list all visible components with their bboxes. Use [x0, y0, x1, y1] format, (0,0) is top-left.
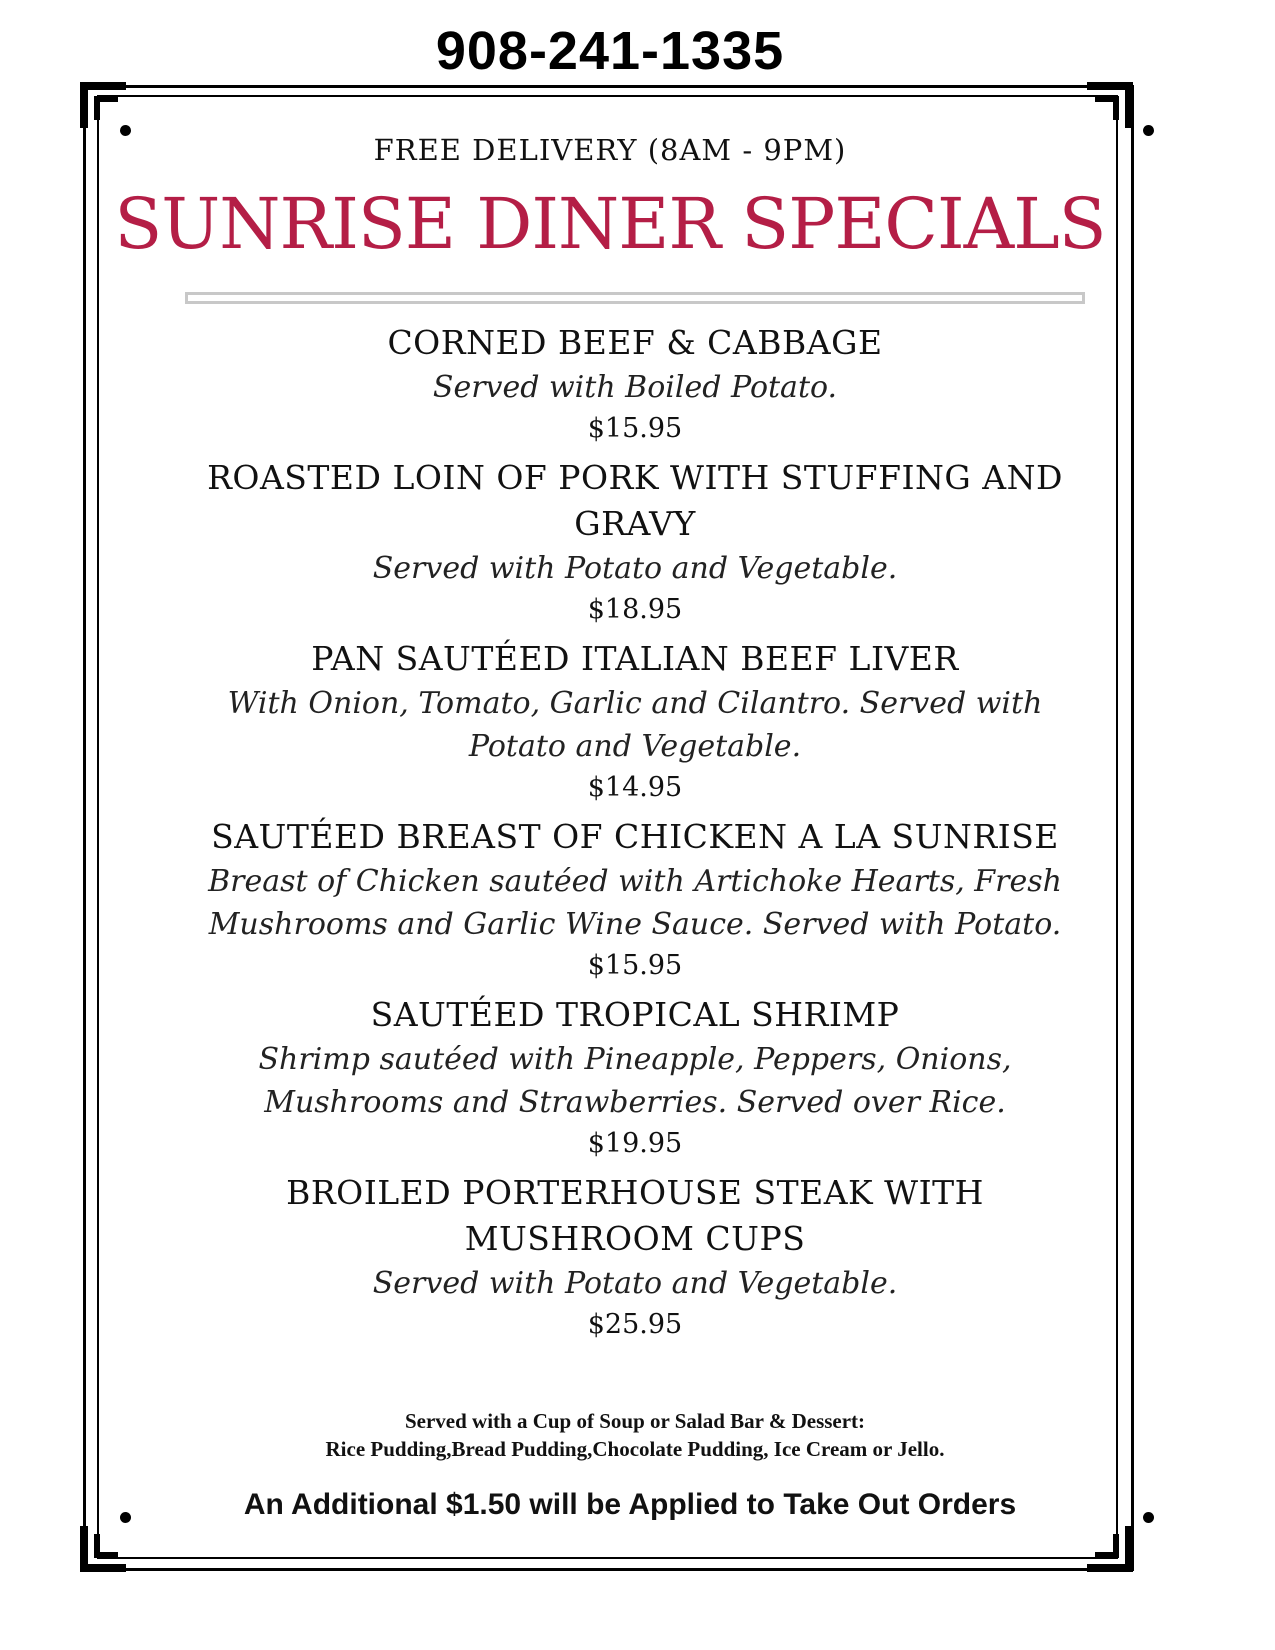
phone-number: 908-241-1335	[435, 21, 785, 81]
specials-list	[200, 320, 1070, 1351]
item-name: SAUTÉED BREAST OF CHICKEN A LA SUNRISE	[211, 817, 1059, 856]
item-name: ROASTED LOIN OF PORK WITH STUFFING AND GRAVY	[207, 458, 1063, 543]
item-name: CORNED BEEF & CABBAGE	[387, 323, 883, 362]
title-divider	[185, 292, 1085, 304]
included-sides-note	[220, 1407, 1050, 1463]
menu-item	[200, 636, 1070, 808]
menu-item	[200, 992, 1070, 1164]
included-sides-line-2: Rice Pudding,Bread Pudding,Chocolate Pudding, Ice Cream or Jello.	[325, 1437, 945, 1461]
menu-item	[200, 320, 1070, 449]
corner-ornament-bottom-right	[1087, 1526, 1133, 1572]
item-price: $14.95	[587, 772, 683, 803]
item-price: $15.95	[587, 950, 683, 981]
item-description: Shrimp sautéed with Pineapple, Peppers, Onions, Mushrooms and Strawberries. Served over Rice.	[258, 1042, 1012, 1120]
delivery-hours: FREE DELIVERY (8AM - 9PM)	[373, 133, 847, 167]
takeout-surcharge-note: An Additional $1.50 will be Applied to Take Out Orders	[243, 1488, 1017, 1521]
menu-item	[200, 814, 1070, 986]
item-description: Served with Potato and Vegetable.	[372, 1266, 898, 1301]
corner-ornament-bottom-left	[80, 1526, 126, 1572]
item-name: PAN SAUTÉED ITALIAN BEEF LIVER	[311, 639, 959, 678]
item-description: Served with Potato and Vegetable.	[372, 551, 898, 586]
included-sides-line-1: Served with a Cup of Soup or Salad Bar & Dessert:	[404, 1409, 866, 1433]
item-name: SAUTÉED TROPICAL SHRIMP	[370, 995, 900, 1034]
item-price: $15.95	[587, 413, 683, 444]
item-price: $19.95	[587, 1128, 683, 1159]
item-description: Breast of Chicken sautéed with Artichoke Hearts, Fresh Mushrooms and Garlic Wine Sauce. Served with Potato.	[208, 864, 1062, 942]
corner-ornament-top-right	[1087, 82, 1133, 128]
menu-item	[200, 1170, 1070, 1345]
item-price: $18.95	[587, 594, 683, 625]
menu-item	[200, 455, 1070, 630]
item-price: $25.95	[587, 1309, 683, 1340]
item-name: BROILED PORTERHOUSE STEAK WITH MUSHROOM CUPS	[286, 1173, 984, 1258]
item-description: Served with Boiled Potato.	[432, 370, 838, 405]
item-description: With Onion, Tomato, Garlic and Cilantro. Served with Potato and Vegetable.	[227, 686, 1043, 764]
corner-ornament-top-left	[80, 82, 126, 128]
page-title: SUNRISE DINER SPECIALS	[114, 183, 1106, 265]
